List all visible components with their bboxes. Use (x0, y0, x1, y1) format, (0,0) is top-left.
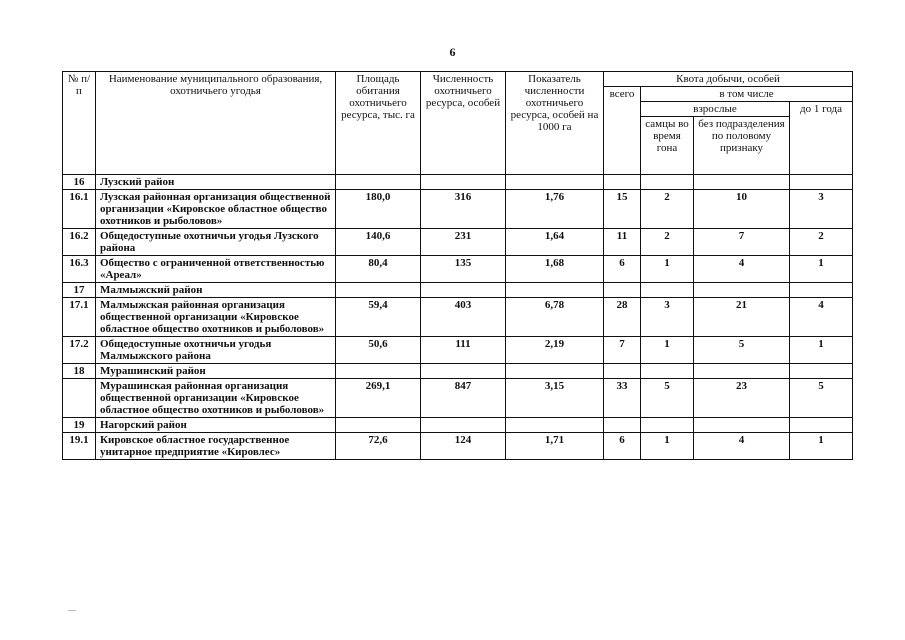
district-row (63, 175, 853, 190)
empty-cell (506, 283, 604, 298)
empty-cell (694, 283, 790, 298)
empty-cell (641, 364, 694, 379)
empty-cell (694, 175, 790, 190)
area-value: 269,1 (336, 379, 421, 418)
organization-name: Мурашинская районная организация общественной организации «Кировское областное общество охотников и рыболовов» (96, 379, 336, 418)
indicator-value: 1,68 (506, 256, 604, 283)
indicator-value: 1,76 (506, 190, 604, 229)
area-value: 80,4 (336, 256, 421, 283)
quota-under-one: 3 (790, 190, 853, 229)
table-row (63, 256, 853, 283)
district-name: Малмыжский район (96, 283, 336, 298)
quota-males: 2 (641, 190, 694, 229)
empty-cell (421, 175, 506, 190)
quota-under-one: 2 (790, 229, 853, 256)
row-number: 16.1 (63, 190, 96, 229)
table-header (63, 72, 853, 175)
district-row (63, 418, 853, 433)
empty-cell (790, 283, 853, 298)
row-number: 17.2 (63, 337, 96, 364)
area-value: 59,4 (336, 298, 421, 337)
empty-cell (336, 175, 421, 190)
hunting-quota-table (62, 71, 853, 460)
quota-males: 1 (641, 256, 694, 283)
count-value: 124 (421, 433, 506, 460)
empty-cell (421, 418, 506, 433)
organization-name: Малмыжская районная организация общественной организации «Кировское областное общество охотников и рыболовов» (96, 298, 336, 337)
quota-no-sex: 5 (694, 337, 790, 364)
district-name: Нагорский район (96, 418, 336, 433)
organization-name: Общество с ограниченной ответственностью «Ареал» (96, 256, 336, 283)
area-value: 140,6 (336, 229, 421, 256)
quota-total: 6 (604, 256, 641, 283)
row-number: 16.2 (63, 229, 96, 256)
count-value: 847 (421, 379, 506, 418)
header-adults: взрослые (641, 102, 790, 117)
empty-cell (694, 418, 790, 433)
quota-under-one: 1 (790, 256, 853, 283)
row-number: 16.3 (63, 256, 96, 283)
organization-name: Лузская районная организация общественной организации «Кировское областное общество охотников и рыболовов» (96, 190, 336, 229)
empty-cell (336, 418, 421, 433)
table-body (63, 175, 853, 460)
empty-cell (790, 364, 853, 379)
table-row (63, 379, 853, 418)
quota-no-sex: 7 (694, 229, 790, 256)
indicator-value: 1,64 (506, 229, 604, 256)
empty-cell (506, 418, 604, 433)
empty-cell (421, 283, 506, 298)
quota-no-sex: 4 (694, 256, 790, 283)
table-row (63, 337, 853, 364)
count-value: 135 (421, 256, 506, 283)
table-row (63, 229, 853, 256)
empty-cell (506, 175, 604, 190)
indicator-value: 1,71 (506, 433, 604, 460)
row-number: 18 (63, 364, 96, 379)
count-value: 111 (421, 337, 506, 364)
header-males-rut: самцы во время гона (641, 117, 694, 175)
empty-cell (336, 283, 421, 298)
header-quota: Квота добычи, особей (604, 72, 853, 87)
header-no-sex-division: без подразделения по половому признаку (694, 117, 790, 175)
quota-under-one: 5 (790, 379, 853, 418)
table-row (63, 298, 853, 337)
quota-no-sex: 21 (694, 298, 790, 337)
quota-males: 5 (641, 379, 694, 418)
quota-males: 2 (641, 229, 694, 256)
quota-total: 11 (604, 229, 641, 256)
quota-under-one: 4 (790, 298, 853, 337)
empty-cell (641, 418, 694, 433)
empty-cell (336, 364, 421, 379)
row-number: 19.1 (63, 433, 96, 460)
area-value: 50,6 (336, 337, 421, 364)
header-area: Площадь обитания охотничьего ресурса, тыс. га (336, 72, 421, 175)
district-row (63, 283, 853, 298)
table-row (63, 433, 853, 460)
empty-cell (604, 418, 641, 433)
count-value: 316 (421, 190, 506, 229)
header-name: Наименование муниципального образования, охотничьего угодья (96, 72, 336, 175)
count-value: 403 (421, 298, 506, 337)
district-name: Лузский район (96, 175, 336, 190)
indicator-value: 6,78 (506, 298, 604, 337)
empty-cell (604, 283, 641, 298)
organization-name: Общедоступные охотничьи угодья Малмыжского района (96, 337, 336, 364)
indicator-value: 3,15 (506, 379, 604, 418)
empty-cell (604, 175, 641, 190)
district-name: Мурашинский район (96, 364, 336, 379)
quota-no-sex: 4 (694, 433, 790, 460)
page-mark (68, 610, 76, 611)
empty-cell (790, 418, 853, 433)
count-value: 231 (421, 229, 506, 256)
empty-cell (790, 175, 853, 190)
header-indicator: Показатель численности охотничьего ресурса, особей на 1000 га (506, 72, 604, 175)
area-value: 72,6 (336, 433, 421, 460)
header-count: Численность охотничьего ресурса, особей (421, 72, 506, 175)
quota-males: 1 (641, 433, 694, 460)
quota-no-sex: 10 (694, 190, 790, 229)
quota-under-one: 1 (790, 337, 853, 364)
quota-no-sex: 23 (694, 379, 790, 418)
empty-cell (506, 364, 604, 379)
row-number: 17.1 (63, 298, 96, 337)
organization-name: Общедоступные охотничьи угодья Лузского района (96, 229, 336, 256)
quota-total: 28 (604, 298, 641, 337)
empty-cell (604, 364, 641, 379)
quota-males: 1 (641, 337, 694, 364)
empty-cell (694, 364, 790, 379)
header-total: всего (604, 87, 641, 175)
quota-total: 15 (604, 190, 641, 229)
empty-cell (641, 283, 694, 298)
quota-under-one: 1 (790, 433, 853, 460)
empty-cell (421, 364, 506, 379)
organization-name: Кировское областное государственное унитарное предприятие «Кировлес» (96, 433, 336, 460)
empty-cell (641, 175, 694, 190)
header-under-one-year: до 1 года (790, 102, 853, 175)
quota-total: 33 (604, 379, 641, 418)
quota-total: 7 (604, 337, 641, 364)
indicator-value: 2,19 (506, 337, 604, 364)
quota-males: 3 (641, 298, 694, 337)
district-row (63, 364, 853, 379)
row-number: 17 (63, 283, 96, 298)
quota-total: 6 (604, 433, 641, 460)
row-number (63, 379, 96, 418)
area-value: 180,0 (336, 190, 421, 229)
row-number: 19 (63, 418, 96, 433)
row-number: 16 (63, 175, 96, 190)
header-including: в том числе (641, 87, 853, 102)
table-row (63, 190, 853, 229)
page-number: 6 (449, 45, 456, 59)
header-no: № п/п (63, 72, 96, 175)
